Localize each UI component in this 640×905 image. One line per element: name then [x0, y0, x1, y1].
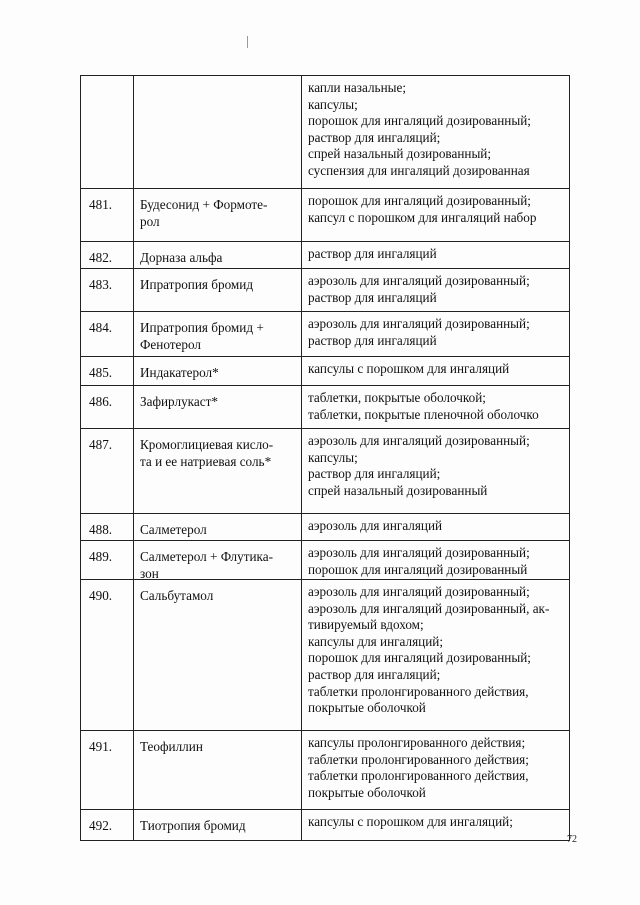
row-number: 483.	[81, 269, 134, 312]
row-number: 485.	[81, 357, 134, 388]
drug-name: Индакатерол*	[134, 357, 302, 388]
dosage-form-line: раствор для ингаляций;	[308, 466, 441, 482]
table-row	[80, 579, 570, 730]
row-number: 488.	[81, 514, 134, 545]
dosage-form-line: капсулы с порошком для ингаляций	[308, 361, 510, 376]
row-number: 489.	[81, 541, 134, 588]
table-row	[80, 540, 570, 579]
drug-name: Теофиллин	[134, 731, 302, 809]
dosage-form-line: капсулы для ингаляций;	[308, 633, 444, 649]
dosage-forms	[302, 731, 569, 809]
dosage-form-line: капсул с порошком для ингаляций набор	[308, 209, 537, 225]
dosage-forms	[302, 189, 569, 241]
dosage-form-line: таблетки пролонгированного действия,	[308, 768, 529, 784]
dosage-form-line: таблетки, покрытые пленочной оболочко	[308, 406, 539, 422]
dosage-form-line: аэрозоль для ингаляций дозированный;	[308, 584, 530, 599]
table-row	[80, 241, 570, 268]
table-row	[80, 385, 570, 428]
dosage-form-line: порошок для ингаляций дозированный;	[308, 650, 531, 666]
drug-name: Дорназа альфа	[134, 242, 302, 273]
dosage-form-line: раствор для ингаляций	[308, 289, 437, 305]
dosage-form-line: аэрозоль для ингаляций дозированный;	[308, 316, 530, 331]
drug-name: Салметерол + Флутика- зон	[134, 541, 302, 588]
drug-name: Тиотропия бромид	[134, 810, 302, 841]
dosage-form-line: таблетки пролонгированного действия,	[308, 683, 529, 699]
dosage-form-line: порошок для ингаляций дозированный;	[308, 193, 531, 208]
drug-name: Зафирлукаст*	[134, 386, 302, 429]
dosage-form-line: капсулы;	[308, 449, 358, 465]
page-number: 72	[567, 834, 577, 845]
dosage-form-line: покрытые оболочкой	[308, 784, 426, 800]
drug-name: Кромоглициевая кисло- та и ее натриевая соль*	[134, 429, 302, 513]
row-number: 491.	[81, 731, 134, 809]
table-row	[80, 188, 570, 241]
dosage-forms	[302, 312, 569, 359]
row-number: 490.	[81, 580, 134, 730]
dosage-form-line: раствор для ингаляций	[308, 246, 437, 261]
row-number	[81, 76, 134, 188]
drug-name: Ипратропия бромид + Фенотерол	[134, 312, 302, 359]
dosage-form-line: суспензия для ингаляций дозированная	[308, 162, 530, 178]
table-row	[80, 428, 570, 513]
dosage-forms	[302, 386, 569, 429]
row-number: 481.	[81, 189, 134, 241]
dosage-form-line: спрей назальный дозированный	[308, 482, 488, 498]
drug-name: Салметерол	[134, 514, 302, 545]
dosage-form-line: покрытые оболочкой	[308, 700, 426, 716]
dosage-forms	[302, 357, 569, 388]
dosage-forms	[302, 76, 569, 188]
dosage-form-line: капсулы пролонгированного действия;	[308, 735, 526, 750]
table-row	[80, 809, 570, 841]
row-number: 487.	[81, 429, 134, 513]
row-number: 486.	[81, 386, 134, 429]
table-row	[80, 730, 570, 809]
table-row	[80, 513, 570, 540]
dosage-form-line: порошок для ингаляций дозированный;	[308, 113, 531, 129]
dosage-form-line: аэрозоль для ингаляций дозированный;	[308, 545, 530, 560]
table-row	[80, 268, 570, 311]
row-number: 492.	[81, 810, 134, 841]
row-number: 484.	[81, 312, 134, 359]
drug-name: Сальбутамол	[134, 580, 302, 730]
dosage-form-line: капсулы с порошком для ингаляций;	[308, 814, 513, 829]
dosage-form-line: раствор для ингаляций;	[308, 666, 441, 682]
dosage-form-line: капсулы;	[308, 96, 358, 112]
dosage-form-line: таблетки пролонгированного действия;	[308, 751, 529, 767]
dosage-form-line: тивируемый вдохом;	[308, 617, 424, 633]
dosage-forms	[302, 580, 569, 730]
dosage-forms	[302, 810, 569, 841]
dosage-form-line: аэрозоль для ингаляций	[308, 518, 443, 533]
dosage-form-line: порошок для ингаляций дозированный	[308, 561, 528, 577]
drug-table	[80, 75, 570, 841]
table-row	[80, 311, 570, 356]
dosage-form-line: аэрозоль для ингаляций дозированный;	[308, 433, 530, 448]
dosage-form-line: раствор для ингаляций;	[308, 129, 441, 145]
dosage-form-line: спрей назальный дозированный;	[308, 146, 492, 162]
row-number: 482.	[81, 242, 134, 273]
dosage-form-line: аэрозоль для ингаляций дозированный;	[308, 273, 530, 288]
drug-name	[134, 76, 302, 188]
dosage-form-line: раствор для ингаляций	[308, 332, 437, 348]
table-row	[80, 75, 570, 188]
drug-name: Ипратропия бромид	[134, 269, 302, 312]
drug-name: Будесонид + Формоте- рол	[134, 189, 302, 241]
dosage-forms	[302, 429, 569, 513]
scan-mark	[247, 36, 248, 48]
dosage-form-line: таблетки, покрытые оболочкой;	[308, 390, 486, 405]
dosage-forms	[302, 269, 569, 312]
table-row	[80, 356, 570, 385]
dosage-form-line: аэрозоль для ингаляций дозированный, ак-	[308, 600, 550, 616]
dosage-form-line: капли назальные;	[308, 80, 406, 95]
